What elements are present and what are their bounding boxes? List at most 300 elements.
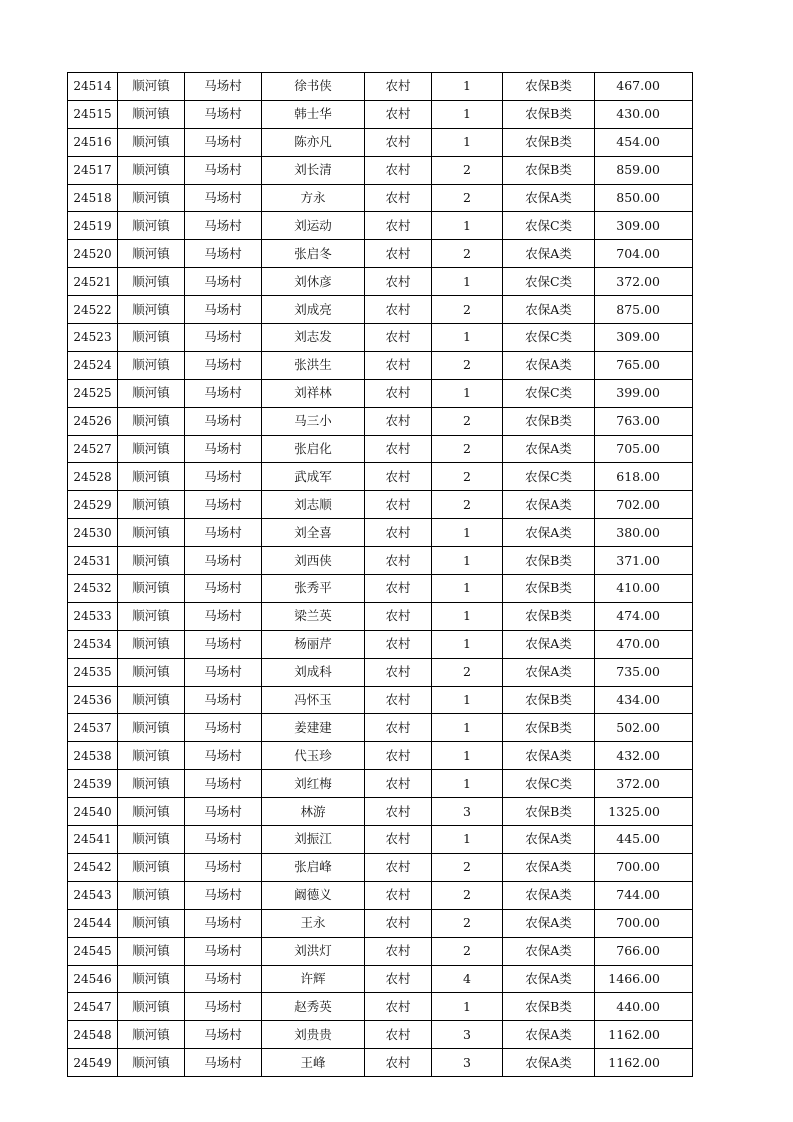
cell-serial-number: 24532 [68,575,118,603]
cell-household-type: 农村 [365,379,432,407]
cell-person-count: 1 [432,826,503,854]
cell-name: 刘西侠 [262,547,365,575]
table-row [68,937,693,965]
table-row [68,519,693,547]
cell-township: 顺河镇 [118,268,185,296]
cell-township: 顺河镇 [118,965,185,993]
cell-township: 顺河镇 [118,491,185,519]
cell-name: 刘志顺 [262,491,365,519]
cell-serial-number: 24541 [68,826,118,854]
cell-village: 马场村 [185,407,262,435]
cell-person-count: 1 [432,324,503,352]
cell-amount: 474.00 [595,602,693,630]
table-row [68,686,693,714]
cell-village: 马场村 [185,296,262,324]
table-row [68,268,693,296]
cell-name: 杨丽芹 [262,630,365,658]
cell-category: 农保A类 [503,519,595,547]
cell-person-count: 2 [432,435,503,463]
cell-township: 顺河镇 [118,296,185,324]
cell-village: 马场村 [185,268,262,296]
cell-township: 顺河镇 [118,73,185,101]
cell-township: 顺河镇 [118,742,185,770]
cell-category: 农保C类 [503,463,595,491]
cell-category: 农保B类 [503,73,595,101]
table-row [68,407,693,435]
cell-name: 徐书侠 [262,73,365,101]
cell-person-count: 2 [432,240,503,268]
cell-category: 农保B类 [503,547,595,575]
cell-household-type: 农村 [365,853,432,881]
cell-name: 刘红梅 [262,770,365,798]
table-row [68,324,693,352]
cell-name: 刘全喜 [262,519,365,547]
cell-category: 农保A类 [503,937,595,965]
cell-township: 顺河镇 [118,324,185,352]
cell-name: 张洪生 [262,351,365,379]
cell-name: 刘洪灯 [262,937,365,965]
cell-serial-number: 24548 [68,1021,118,1049]
cell-name: 阚德义 [262,881,365,909]
table-row [68,296,693,324]
cell-household-type: 农村 [365,128,432,156]
cell-village: 马场村 [185,993,262,1021]
cell-category: 农保A类 [503,240,595,268]
table-row [68,658,693,686]
cell-household-type: 农村 [365,881,432,909]
cell-amount: 850.00 [595,184,693,212]
cell-village: 马场村 [185,1049,262,1077]
cell-amount: 432.00 [595,742,693,770]
cell-person-count: 2 [432,937,503,965]
cell-person-count: 1 [432,212,503,240]
cell-village: 马场村 [185,742,262,770]
table-row [68,714,693,742]
cell-amount: 735.00 [595,658,693,686]
cell-amount: 434.00 [595,686,693,714]
cell-township: 顺河镇 [118,519,185,547]
cell-person-count: 2 [432,156,503,184]
table-row [68,435,693,463]
table-row [68,351,693,379]
cell-household-type: 农村 [365,714,432,742]
cell-serial-number: 24528 [68,463,118,491]
cell-amount: 467.00 [595,73,693,101]
cell-name: 马三小 [262,407,365,435]
cell-category: 农保B类 [503,714,595,742]
cell-person-count: 4 [432,965,503,993]
table-row [68,853,693,881]
cell-category: 农保B类 [503,100,595,128]
cell-village: 马场村 [185,491,262,519]
cell-serial-number: 24530 [68,519,118,547]
cell-amount: 618.00 [595,463,693,491]
cell-village: 马场村 [185,658,262,686]
table-row [68,993,693,1021]
cell-amount: 1162.00 [595,1049,693,1077]
cell-amount: 859.00 [595,156,693,184]
cell-village: 马场村 [185,156,262,184]
cell-category: 农保C类 [503,770,595,798]
table-row [68,770,693,798]
cell-township: 顺河镇 [118,156,185,184]
cell-township: 顺河镇 [118,407,185,435]
table-row [68,240,693,268]
cell-township: 顺河镇 [118,853,185,881]
cell-household-type: 农村 [365,212,432,240]
cell-category: 农保A类 [503,853,595,881]
cell-household-type: 农村 [365,73,432,101]
cell-category: 农保A类 [503,351,595,379]
cell-person-count: 2 [432,881,503,909]
cell-serial-number: 24547 [68,993,118,1021]
cell-village: 马场村 [185,630,262,658]
cell-amount: 1162.00 [595,1021,693,1049]
cell-serial-number: 24549 [68,1049,118,1077]
cell-amount: 309.00 [595,324,693,352]
cell-amount: 744.00 [595,881,693,909]
cell-name: 刘长清 [262,156,365,184]
cell-category: 农保B类 [503,128,595,156]
cell-village: 马场村 [185,770,262,798]
cell-serial-number: 24516 [68,128,118,156]
cell-person-count: 2 [432,296,503,324]
cell-serial-number: 24533 [68,602,118,630]
cell-household-type: 农村 [365,742,432,770]
cell-person-count: 1 [432,547,503,575]
cell-serial-number: 24542 [68,853,118,881]
cell-name: 许辉 [262,965,365,993]
cell-amount: 399.00 [595,379,693,407]
cell-name: 陈亦凡 [262,128,365,156]
cell-township: 顺河镇 [118,602,185,630]
cell-household-type: 农村 [365,686,432,714]
cell-name: 刘休彦 [262,268,365,296]
cell-township: 顺河镇 [118,1049,185,1077]
cell-serial-number: 24524 [68,351,118,379]
cell-person-count: 2 [432,463,503,491]
cell-township: 顺河镇 [118,100,185,128]
table-row [68,965,693,993]
cell-person-count: 2 [432,853,503,881]
cell-name: 梁兰英 [262,602,365,630]
cell-name: 冯怀玉 [262,686,365,714]
cell-person-count: 1 [432,128,503,156]
cell-amount: 454.00 [595,128,693,156]
cell-township: 顺河镇 [118,881,185,909]
cell-serial-number: 24526 [68,407,118,435]
cell-serial-number: 24543 [68,881,118,909]
cell-village: 马场村 [185,100,262,128]
cell-person-count: 1 [432,100,503,128]
cell-person-count: 2 [432,491,503,519]
cell-category: 农保A类 [503,658,595,686]
cell-village: 马场村 [185,212,262,240]
cell-township: 顺河镇 [118,909,185,937]
cell-person-count: 1 [432,770,503,798]
cell-name: 姜建建 [262,714,365,742]
cell-household-type: 农村 [365,296,432,324]
cell-category: 农保A类 [503,965,595,993]
cell-township: 顺河镇 [118,184,185,212]
cell-household-type: 农村 [365,519,432,547]
cell-village: 马场村 [185,937,262,965]
cell-person-count: 2 [432,351,503,379]
cell-name: 代玉珍 [262,742,365,770]
table-row [68,826,693,854]
cell-name: 刘贵贵 [262,1021,365,1049]
table-row [68,1049,693,1077]
cell-household-type: 农村 [365,268,432,296]
table-body [68,73,693,1077]
cell-category: 农保A类 [503,826,595,854]
cell-amount: 704.00 [595,240,693,268]
cell-village: 马场村 [185,351,262,379]
cell-category: 农保B类 [503,156,595,184]
cell-category: 农保A类 [503,630,595,658]
cell-serial-number: 24544 [68,909,118,937]
cell-serial-number: 24535 [68,658,118,686]
cell-village: 马场村 [185,240,262,268]
cell-amount: 700.00 [595,909,693,937]
cell-township: 顺河镇 [118,1021,185,1049]
cell-village: 马场村 [185,128,262,156]
cell-category: 农保B类 [503,407,595,435]
cell-serial-number: 24521 [68,268,118,296]
cell-township: 顺河镇 [118,798,185,826]
cell-category: 农保B类 [503,686,595,714]
cell-name: 赵秀英 [262,993,365,1021]
cell-household-type: 农村 [365,324,432,352]
cell-amount: 371.00 [595,547,693,575]
table-row [68,128,693,156]
cell-village: 马场村 [185,714,262,742]
cell-household-type: 农村 [365,937,432,965]
cell-amount: 440.00 [595,993,693,1021]
cell-amount: 445.00 [595,826,693,854]
cell-household-type: 农村 [365,798,432,826]
cell-person-count: 2 [432,909,503,937]
cell-household-type: 农村 [365,156,432,184]
cell-name: 韩士华 [262,100,365,128]
cell-household-type: 农村 [365,575,432,603]
cell-category: 农保A类 [503,909,595,937]
cell-village: 马场村 [185,575,262,603]
table-row [68,909,693,937]
allowance-table [67,72,693,1077]
cell-person-count: 1 [432,993,503,1021]
cell-name: 王峰 [262,1049,365,1077]
cell-category: 农保A类 [503,435,595,463]
cell-township: 顺河镇 [118,435,185,463]
cell-amount: 380.00 [595,519,693,547]
cell-person-count: 1 [432,379,503,407]
cell-category: 农保C类 [503,212,595,240]
cell-name: 张启峰 [262,853,365,881]
table-row [68,547,693,575]
cell-village: 马场村 [185,73,262,101]
cell-name: 刘志发 [262,324,365,352]
cell-amount: 372.00 [595,268,693,296]
cell-serial-number: 24518 [68,184,118,212]
table-row [68,73,693,101]
cell-township: 顺河镇 [118,547,185,575]
cell-amount: 702.00 [595,491,693,519]
table-row [68,491,693,519]
table-row [68,1021,693,1049]
cell-amount: 763.00 [595,407,693,435]
cell-amount: 430.00 [595,100,693,128]
cell-person-count: 3 [432,1021,503,1049]
table-row [68,156,693,184]
table-row [68,100,693,128]
cell-name: 张启化 [262,435,365,463]
cell-household-type: 农村 [365,407,432,435]
cell-household-type: 农村 [365,770,432,798]
cell-village: 马场村 [185,519,262,547]
cell-township: 顺河镇 [118,993,185,1021]
cell-household-type: 农村 [365,351,432,379]
cell-amount: 410.00 [595,575,693,603]
cell-household-type: 农村 [365,602,432,630]
cell-person-count: 3 [432,798,503,826]
cell-person-count: 1 [432,73,503,101]
cell-household-type: 农村 [365,463,432,491]
cell-name: 刘运动 [262,212,365,240]
cell-person-count: 1 [432,575,503,603]
cell-household-type: 农村 [365,547,432,575]
cell-category: 农保B类 [503,602,595,630]
cell-serial-number: 24539 [68,770,118,798]
cell-serial-number: 24514 [68,73,118,101]
cell-village: 马场村 [185,965,262,993]
cell-household-type: 农村 [365,435,432,463]
cell-name: 武成军 [262,463,365,491]
cell-household-type: 农村 [365,100,432,128]
cell-village: 马场村 [185,881,262,909]
cell-amount: 705.00 [595,435,693,463]
cell-household-type: 农村 [365,993,432,1021]
cell-person-count: 1 [432,742,503,770]
cell-township: 顺河镇 [118,575,185,603]
cell-village: 马场村 [185,324,262,352]
cell-person-count: 2 [432,184,503,212]
cell-serial-number: 24525 [68,379,118,407]
cell-household-type: 农村 [365,184,432,212]
cell-serial-number: 24540 [68,798,118,826]
cell-person-count: 1 [432,602,503,630]
cell-village: 马场村 [185,435,262,463]
cell-person-count: 1 [432,630,503,658]
table-row [68,602,693,630]
cell-category: 农保C类 [503,268,595,296]
cell-amount: 372.00 [595,770,693,798]
table-row [68,379,693,407]
cell-person-count: 1 [432,268,503,296]
cell-household-type: 农村 [365,630,432,658]
cell-village: 马场村 [185,826,262,854]
cell-category: 农保A类 [503,1021,595,1049]
cell-household-type: 农村 [365,1049,432,1077]
cell-person-count: 1 [432,519,503,547]
cell-person-count: 2 [432,658,503,686]
cell-serial-number: 24527 [68,435,118,463]
cell-village: 马场村 [185,909,262,937]
cell-township: 顺河镇 [118,714,185,742]
cell-township: 顺河镇 [118,128,185,156]
cell-name: 刘成亮 [262,296,365,324]
cell-serial-number: 24517 [68,156,118,184]
cell-township: 顺河镇 [118,770,185,798]
table-row [68,184,693,212]
cell-category: 农保B类 [503,798,595,826]
cell-serial-number: 24537 [68,714,118,742]
table-row [68,798,693,826]
cell-serial-number: 24529 [68,491,118,519]
cell-serial-number: 24515 [68,100,118,128]
cell-township: 顺河镇 [118,240,185,268]
cell-category: 农保A类 [503,491,595,519]
cell-amount: 765.00 [595,351,693,379]
cell-name: 方永 [262,184,365,212]
cell-name: 王永 [262,909,365,937]
cell-person-count: 1 [432,714,503,742]
cell-name: 刘祥林 [262,379,365,407]
cell-village: 马场村 [185,463,262,491]
cell-township: 顺河镇 [118,937,185,965]
cell-village: 马场村 [185,798,262,826]
cell-category: 农保A类 [503,296,595,324]
cell-village: 马场村 [185,1021,262,1049]
cell-serial-number: 24519 [68,212,118,240]
cell-amount: 1325.00 [595,798,693,826]
cell-township: 顺河镇 [118,826,185,854]
cell-household-type: 农村 [365,491,432,519]
cell-township: 顺河镇 [118,658,185,686]
cell-village: 马场村 [185,184,262,212]
cell-category: 农保B类 [503,575,595,603]
cell-serial-number: 24520 [68,240,118,268]
cell-name: 林游 [262,798,365,826]
cell-township: 顺河镇 [118,212,185,240]
cell-name: 刘成科 [262,658,365,686]
cell-household-type: 农村 [365,240,432,268]
table-row [68,630,693,658]
cell-serial-number: 24536 [68,686,118,714]
cell-village: 马场村 [185,853,262,881]
cell-household-type: 农村 [365,965,432,993]
cell-category: 农保C类 [503,379,595,407]
cell-amount: 502.00 [595,714,693,742]
cell-serial-number: 24523 [68,324,118,352]
cell-category: 农保A类 [503,881,595,909]
cell-serial-number: 24534 [68,630,118,658]
cell-village: 马场村 [185,686,262,714]
cell-serial-number: 24531 [68,547,118,575]
cell-person-count: 1 [432,686,503,714]
cell-serial-number: 24546 [68,965,118,993]
cell-category: 农保A类 [503,742,595,770]
table-row [68,881,693,909]
cell-township: 顺河镇 [118,630,185,658]
cell-village: 马场村 [185,379,262,407]
cell-name: 张秀平 [262,575,365,603]
cell-person-count: 3 [432,1049,503,1077]
cell-person-count: 2 [432,407,503,435]
cell-category: 农保A类 [503,1049,595,1077]
cell-amount: 1466.00 [595,965,693,993]
table-row [68,575,693,603]
